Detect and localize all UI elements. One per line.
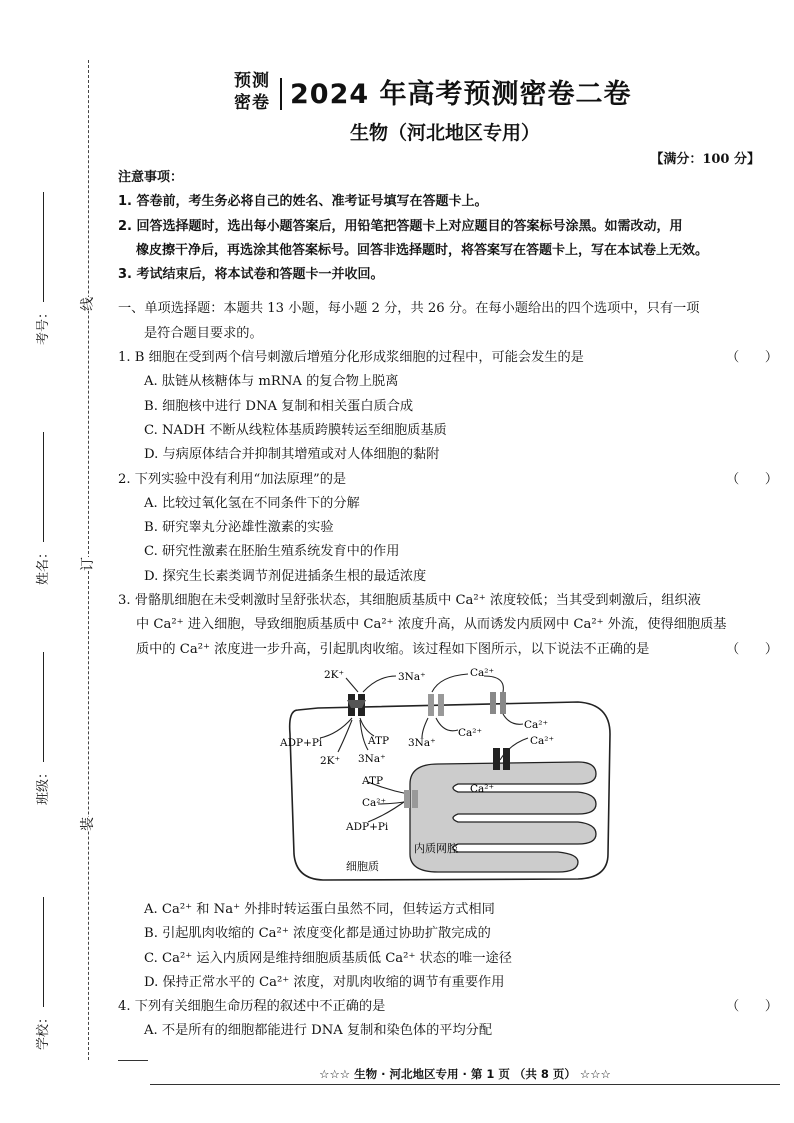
notes-heading: 注意事项：	[118, 170, 184, 185]
question-4-stem	[118, 995, 778, 1019]
q3-option-a: A. Ca²⁺ 和 Na⁺ 外排时转运蛋白虽然不同，但转运方式相同	[144, 901, 495, 917]
brand-logo	[230, 70, 274, 114]
footer-rule	[150, 1084, 780, 1085]
label-2k-out: 2K⁺	[324, 668, 345, 681]
note-item-2b: 橡皮擦干净后，再选涂其他答案标号。回答非选择题时，将答案写在答题卡上，写在本试卷上无效。	[136, 242, 709, 258]
q2-option-a: A. 比较过氧化氢在不同条件下的分解	[144, 495, 360, 511]
answer-paren: （ ）	[726, 999, 778, 1015]
label-ca-mid: Ca²⁺	[458, 726, 483, 739]
binding-word-xian: 线	[75, 297, 99, 311]
page-title: 2024 年高考预测密卷二卷	[290, 79, 632, 110]
section-1-heading: 一、单项选择题：本题共 13 小题，每小题 2 分，共 26 分。在每小题给出的四个选项中，只有一项	[118, 301, 700, 317]
brand-divider	[280, 78, 282, 110]
full-score: 【满分：100 分】	[650, 152, 760, 167]
answer-paren: （ ）	[726, 350, 778, 366]
label-er-lumen: 内质网腔	[414, 841, 458, 855]
label-cytoplasm: 细胞质	[346, 859, 379, 873]
question-3-stem-1: 3. 骨骼肌细胞在未受刺激时呈舒张状态，其细胞质基质中 Ca²⁺ 浓度较低；当其受到刺激后，组织液	[118, 593, 701, 609]
label-2k-in: 2K⁺	[320, 754, 341, 767]
question-1-text: 1. B 细胞在受到两个信号刺激后增殖分化形成浆细胞的过程中，可能会发生的是	[118, 350, 584, 366]
label-ca-right: Ca²⁺	[524, 718, 549, 731]
school-label: 学校：	[36, 1010, 51, 1050]
paper-body	[118, 166, 778, 1044]
label-3na-in-2: 3Na⁺	[408, 736, 436, 749]
question-4-text: 4. 下列有关细胞生命历程的叙述中不正确的是	[118, 999, 386, 1015]
q3-option-c: C. Ca²⁺ 运入内质网是维持细胞质基质低 Ca²⁺ 状态的唯一途径	[144, 950, 512, 966]
school-field[interactable]	[32, 897, 51, 1050]
footer-rule-left	[118, 1060, 148, 1061]
q1-option-a: A. 肽链从核糖体与 mRNA 的复合物上脱离	[144, 374, 399, 390]
binding-word-zhuang: 装	[75, 817, 99, 831]
q1-option-c: C. NADH 不断从线粒体基质跨膜转运至细胞质基质	[144, 422, 447, 438]
brand-line-1: 预测	[234, 71, 270, 91]
label-3na-out: 3Na⁺	[398, 670, 426, 683]
q2-option-d: D. 探究生长素类调节剂促进插条生根的最适浓度	[144, 568, 427, 584]
note-item-2a: 2. 回答选择题时，选出每小题答案后，用铅笔把答题卡上对应题目的答案标号涂黑。如需改动，用	[118, 218, 683, 234]
muscle-cell-diagram	[118, 664, 778, 896]
note-item-3: 3. 考试结束后，将本试卷和答题卡一并收回。	[118, 267, 384, 283]
class-field[interactable]	[32, 652, 51, 805]
label-adp-pi: ADP+Pi	[280, 736, 323, 749]
name-label: 姓名：	[36, 545, 51, 585]
answer-paren: （ ）	[726, 641, 778, 657]
label-3na-in: 3Na⁺	[358, 752, 386, 765]
q3-option-b: B. 引起肌肉收缩的 Ca²⁺ 浓度变化都是通过协助扩散完成的	[144, 926, 491, 942]
question-3-stem-3	[118, 638, 778, 662]
q1-option-b: B. 细胞核中进行 DNA 复制和相关蛋白质合成	[144, 398, 414, 414]
page-footer: ☆☆☆ 生物 · 河北地区专用 · 第 1 页 （共 8 页） ☆☆☆	[319, 1067, 611, 1081]
q4-option-a: A. 不是所有的细胞都能进行 DNA 复制和染色体的平均分配	[144, 1023, 493, 1039]
question-2-text: 2. 下列实验中没有利用“加法原理”的是	[118, 471, 347, 487]
binding-word-ding: 订	[75, 557, 99, 571]
section-1-heading-cont: 是符合题目要求的。	[144, 325, 263, 341]
label-ca-top: Ca²⁺	[470, 666, 495, 679]
endoplasmic-reticulum	[410, 762, 596, 872]
binding-strip	[0, 60, 110, 1060]
question-1-stem	[118, 346, 778, 370]
note-item-1: 1. 答卷前，考生务必将自己的姓名、准考证号填写在答题卡上。	[118, 194, 488, 210]
brand-line-2: 密卷	[234, 93, 270, 113]
exam-number-label: 考号：	[36, 305, 51, 345]
page-subtitle: 生物（河北地区专用）	[350, 122, 541, 144]
class-label: 班级：	[36, 765, 51, 805]
question-2-stem	[118, 468, 778, 492]
exam-number-field[interactable]	[32, 192, 51, 345]
q1-option-d: D. 与病原体结合并抑制其增殖或对人体细胞的黏附	[144, 447, 440, 463]
question-3-stem-2: 中 Ca²⁺ 进入细胞，导致细胞质基质中 Ca²⁺ 浓度升高，从而诱发内质网中 Ca²⁺ 外流，使得细胞质基	[136, 617, 727, 633]
answer-paren: （ ）	[726, 471, 778, 487]
calcium-channel-icon	[490, 692, 506, 714]
name-field[interactable]	[32, 432, 51, 585]
q3-option-d: D. 保持正常水平的 Ca²⁺ 浓度，对肌肉收缩的调节有重要作用	[144, 974, 505, 990]
label-ca-left: Ca²⁺	[362, 796, 387, 809]
q2-option-c: C. 研究性激素在胚胎生殖系统发育中的作用	[144, 544, 400, 560]
question-3-text: 质中的 Ca²⁺ 浓度进一步升高，引起肌肉收缩。该过程如下图所示，以下说法不正确的是	[136, 641, 650, 657]
label-ca-er-out: Ca²⁺	[530, 734, 555, 747]
label-atp-2: ATP	[362, 774, 384, 787]
label-ca-er-in: Ca²⁺	[470, 782, 495, 795]
q2-option-b: B. 研究睾丸分泌雄性激素的实验	[144, 520, 334, 536]
label-atp: ATP	[368, 734, 390, 747]
label-adp-pi-2: ADP+Pi	[346, 820, 389, 833]
sodium-potassium-pump-icon	[347, 694, 366, 716]
